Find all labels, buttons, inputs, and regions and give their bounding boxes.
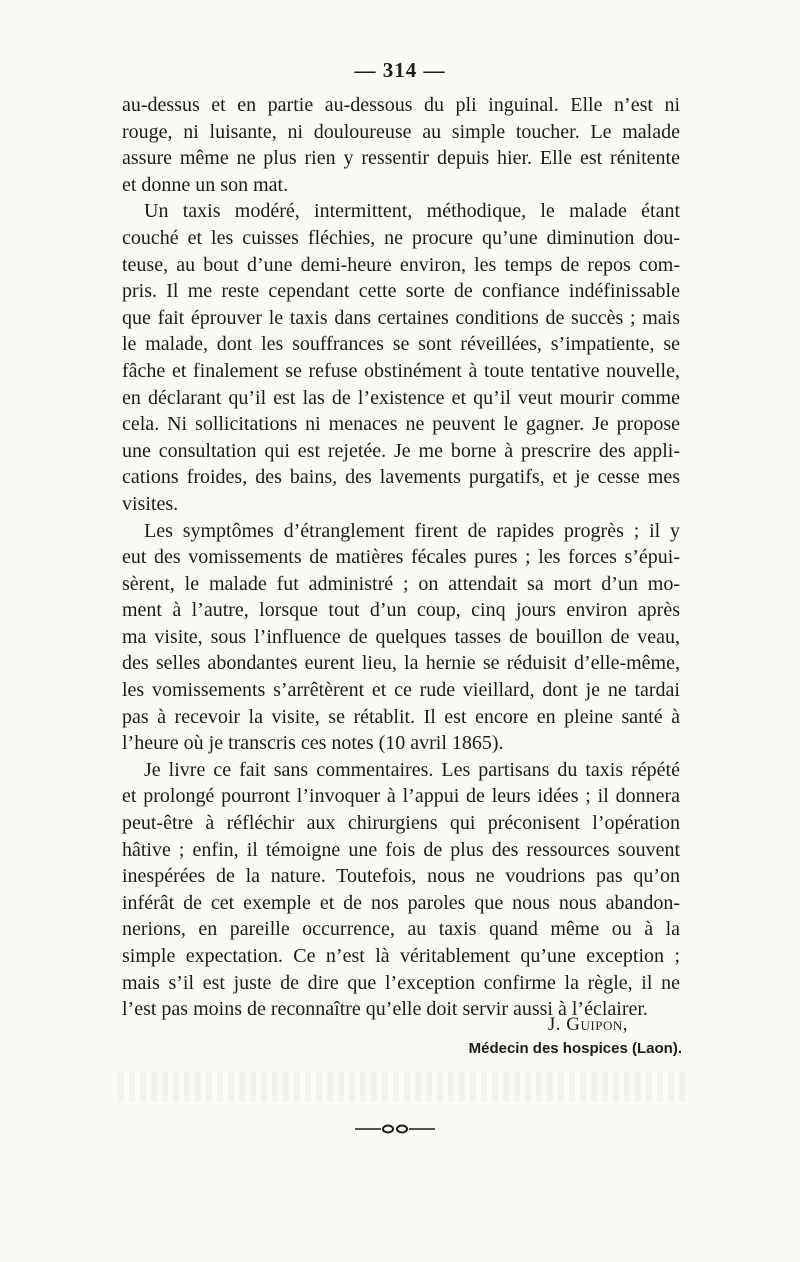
author-initial: J. — [547, 1014, 567, 1035]
text-line: cela. Ni sollicitations ni menaces ne peuvent le gagner. Je propose — [122, 413, 680, 436]
text-line: pas à recevoir la visite, se rétablit. Il est encore en pleine santé à — [122, 705, 680, 728]
text-line: Je livre ce fait sans commentaires. Les partisans du taxis répété — [144, 758, 680, 781]
text-line: Les symptômes d’étranglement firent de rapides progrès ; il y — [144, 519, 680, 542]
author-surname: Guipon, — [566, 1014, 628, 1035]
text-line: rouge, ni luisante, ni douloureuse au simple toucher. Le malade — [122, 120, 680, 143]
text-line: fâche et finalement se refuse obstinément à toute tentative nouvelle, — [122, 359, 680, 382]
text-line: cations froides, des bains, des lavements purgatifs, et je cesse mes — [122, 466, 680, 489]
text-line: visites. — [122, 492, 179, 515]
page-number: — 314 — — [354, 58, 446, 82]
text-line: nerions, en pareille occurrence, au taxis quand même ou à la — [122, 918, 680, 941]
text-line: que fait éprouver le taxis dans certaines conditions de succès ; mais — [122, 306, 680, 329]
text-line: hâtive ; enfin, il témoigne une fois de plus des ressources souvent — [122, 838, 680, 861]
text-line: mais s’il est juste de dire que l’exception confirme la règle, il ne — [122, 971, 680, 994]
text-line: Un taxis modéré, intermittent, méthodique, le malade étant — [144, 200, 680, 223]
text-line: ma visite, sous l’influence de quelques tasses de bouillon de veau, — [122, 625, 680, 648]
text-line: inférât de cet exemple et de nos paroles que nous nous abandon- — [122, 891, 680, 914]
text-line: ment à l’autre, lorsque tout d’un coup, cinq jours environ après — [122, 599, 680, 622]
text-line: au-dessus et en partie au-dessous du pli inguinal. Elle n’est ni — [122, 94, 680, 116]
text-line: et prolongé pourront l’invoquer à l’appui de leurs idées ; il donnera — [122, 785, 680, 808]
end-ornament — [355, 1124, 435, 1134]
text-line: les vomissements s’arrêtèrent et ce rude vieillard, dont je ne tardai — [122, 679, 680, 702]
text-line: pris. Il me reste cependant cette sorte de confiance indéfinissable — [122, 280, 680, 303]
show-through-texture — [118, 1072, 688, 1102]
text-line: le malade, dont les souffrances se sont réveillées, s’impatiente, se — [122, 333, 680, 356]
text-line: peut-être à réfléchir aux chirurgiens qui préconisent l’opération — [122, 812, 680, 835]
text-line: l’est pas moins de reconnaître qu’elle doit servir aussi à l’éclairer. — [122, 998, 648, 1021]
text-line: eut des vomissements de matières fécales pures ; les forces s’épui- — [122, 546, 680, 569]
text-line: l’heure où je transcris ces notes (10 avril 1865). — [122, 732, 504, 755]
author-title: Médecin des hospices (Laon). — [468, 1040, 682, 1057]
text-line: sèrent, le malade fut administré ; on attendait sa mort d’un mo- — [122, 572, 680, 595]
body-text — [122, 92, 680, 1023]
author-name — [0, 1014, 682, 1036]
text-line: et donne un son mat. — [122, 173, 289, 196]
text-line: en déclarant qu’il est las de l’existence et qu’il veut mourir comme — [122, 386, 680, 409]
text-line: simple expectation. Ce n’est là véritablement qu’une exception ; — [122, 945, 680, 967]
text-line: assure même ne plus rien y ressentir depuis hier. Elle est rénitente — [122, 147, 680, 170]
text-line: couché et les cuisses fléchies, ne procure qu’une diminution dou- — [122, 226, 680, 249]
text-line: teuse, au bout d’une demi-heure environ, les temps de repos com- — [122, 253, 680, 276]
text-line: des selles abondantes eurent lieu, la hernie se réduisit d’elle-même, — [122, 652, 680, 675]
text-line: une consultation qui est rejetée. Je me borne à prescrire des appli- — [122, 439, 680, 462]
signature-block — [0, 1014, 682, 1057]
text-line: inespérées de la nature. Toutefois, nous ne voudrions pas qu’on — [122, 865, 680, 888]
